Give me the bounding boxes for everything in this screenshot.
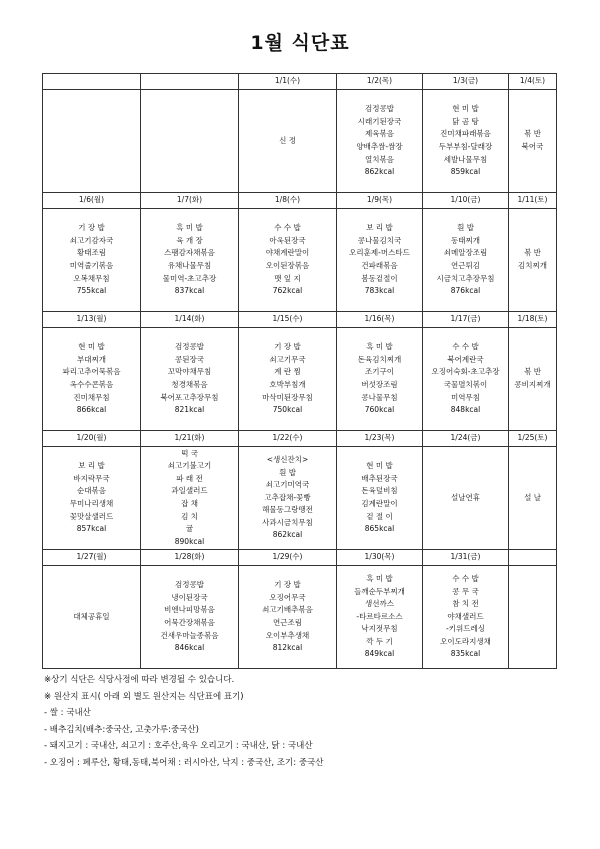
menu-item: 양배추쌈-쌈장 (356, 142, 403, 151)
date-cell: 1/21(화) (141, 431, 239, 447)
menu-item: 보 리 밥 (366, 223, 393, 233)
menu-item: 열치볶음 (365, 154, 394, 164)
menu-item: <생신잔치> (266, 454, 309, 464)
menu-item: 동태찌개 (451, 235, 480, 245)
menu-item: 꼬막야채무침 (167, 367, 212, 377)
menu-item: 세발나물무침 (443, 154, 488, 164)
menu-item: 쇠메알장조림 (443, 248, 488, 258)
date-cell: 1/14(화) (141, 312, 239, 328)
meal-cell (141, 328, 239, 431)
date-cell: 1/20(월) (43, 431, 141, 447)
notes-line: ※ 원산지 표시( 아래 외 별도 원산지는 식단표에 표기) (44, 691, 244, 702)
menu-item: 바지락무국 (73, 473, 110, 483)
menu-item: 버섯장조림 (361, 380, 398, 389)
menu-item: 꽃맛살샐러드 (69, 511, 114, 521)
menu-item: 미역무침 (451, 392, 480, 402)
menu-item: 야채샐러드 (447, 611, 484, 621)
menu-item: 865kcal (364, 524, 395, 534)
meal-cell (337, 209, 423, 312)
menu-item: 흑 미 밥 (366, 342, 393, 352)
date-cell: 1/3(금) (423, 74, 509, 90)
meal-cell (43, 90, 141, 193)
date-cell (509, 550, 557, 566)
meal-cell (509, 328, 557, 431)
menu-item: 북어포고추장무침 (160, 392, 219, 402)
menu-item: 호박부침개 (269, 380, 306, 389)
menu-item: 시금치고추장무침 (436, 273, 495, 283)
menu-item: 750kcal (272, 405, 303, 415)
meal-cell (239, 447, 337, 550)
meal-cell (141, 447, 239, 550)
menu-item: 835kcal (450, 649, 481, 659)
menu-item: 흰 밥 (457, 223, 474, 233)
menu-item: -키위드레싱 (446, 624, 485, 634)
menu-item: 순대볶음 (77, 486, 106, 496)
date-row (43, 193, 557, 209)
menu-item: 신 정 (279, 135, 296, 145)
menu-item: 오징어숙회-초고추장 (431, 367, 500, 377)
menu-item: 진미채파래볶음 (440, 129, 491, 139)
meal-cell (423, 447, 509, 550)
menu-item: 볶 반 (524, 248, 541, 258)
meal-cell (43, 566, 141, 669)
menu-item: 아욱된장국 (269, 235, 306, 245)
page-title: 1월 식단표 (250, 32, 350, 54)
menu-item: 기 장 밥 (274, 342, 301, 352)
meal-row (43, 209, 557, 312)
meal-cell (43, 209, 141, 312)
date-row (43, 312, 557, 328)
meal-cell (337, 447, 423, 550)
menu-item: 계 란 찜 (274, 367, 301, 377)
menu-item: 봄동겉절이 (361, 273, 398, 283)
meal-cell (239, 566, 337, 669)
date-cell: 1/22(수) (239, 431, 337, 447)
menu-item: 들깨순두부찌개 (354, 586, 405, 596)
menu-item: 쇠고기배추볶음 (262, 605, 313, 615)
menu-item: 김계란말이 (361, 499, 398, 508)
date-cell (43, 74, 141, 90)
menu-item: 참 치 전 (452, 599, 479, 609)
menu-item: 무미나리생채 (69, 499, 114, 508)
menu-item: 837kcal (174, 286, 205, 296)
menu-item: 귤 (185, 524, 194, 534)
menu-item: 북어국 (521, 142, 544, 151)
meal-cell (43, 447, 141, 550)
date-cell: 1/17(금) (423, 312, 509, 328)
menu-item: 낙지젓무침 (361, 624, 398, 634)
menu-item: 755kcal (76, 286, 107, 296)
date-cell: 1/16(목) (337, 312, 423, 328)
notes-line: - 쌀 : 국내산 (44, 708, 91, 719)
date-cell: 1/9(목) (337, 193, 423, 209)
date-row (43, 74, 557, 90)
date-cell: 1/10(금) (423, 193, 509, 209)
menu-item: 검정콩밥 (175, 580, 204, 590)
meal-cell (337, 90, 423, 193)
notes-line: ※상기 식단은 식당사정에 따라 변경될 수 있습니다. (44, 675, 235, 685)
menu-item: 연근튀김 (451, 261, 480, 270)
menu-item: 762kcal (272, 286, 303, 296)
menu-item: 국물멸치볶이 (443, 380, 488, 389)
date-cell: 1/24(금) (423, 431, 509, 447)
menu-item: 오이부추생채 (265, 630, 310, 640)
menu-item: 859kcal (450, 167, 481, 177)
date-cell: 1/8(수) (239, 193, 337, 209)
menu-item: 떡 국 (181, 448, 198, 458)
menu-item: 현 미 밥 (366, 461, 393, 471)
menu-item: 돈육덮비침 (361, 486, 398, 496)
meal-cell (423, 566, 509, 669)
menu-item: 돈육김치찌개 (357, 354, 402, 364)
menu-item: 어묵간장채볶음 (164, 618, 215, 627)
date-cell: 1/7(화) (141, 193, 239, 209)
menu-item: 오복채무침 (73, 273, 110, 283)
menu-item: 조기구이 (365, 367, 394, 377)
menu-item: 흑 미 밥 (176, 223, 203, 233)
menu-item: 건파래볶음 (361, 261, 398, 270)
meal-cell (239, 90, 337, 193)
menu-item: 마삭미된장무침 (262, 392, 313, 402)
menu-item: 866kcal (76, 405, 107, 415)
date-cell: 1/30(목) (337, 550, 423, 566)
meal-row (43, 328, 557, 431)
menu-item: 812kcal (272, 643, 303, 653)
date-cell: 1/15(수) (239, 312, 337, 328)
menu-item: 857kcal (76, 524, 107, 534)
menu-item: 냉이된장국 (171, 592, 208, 602)
notes-line: - 돼지고기 : 국내산, 쇠고기 : 호주산,육우 오리고기 : 국내산, 닭 : 국내산 (44, 741, 313, 752)
menu-item: 862kcal (272, 530, 303, 540)
menu-item: 볶 반 (524, 367, 541, 377)
menu-item: 볶 반 (524, 129, 541, 139)
date-cell: 1/27(월) (43, 550, 141, 566)
menu-item: 설 날 (524, 492, 541, 502)
date-cell: 1/11(토) (509, 193, 557, 209)
menu-item: 사과시금치무침 (262, 517, 313, 527)
meal-cell (337, 566, 423, 669)
menu-item: 해물동그랑땡전 (262, 505, 313, 515)
meal-cell (423, 90, 509, 193)
menu-item: 기 장 밥 (274, 580, 301, 590)
menu-item: 오이도라지생채 (440, 636, 491, 646)
menu-item: 김 치 (181, 511, 198, 521)
notes-line: - 배추김치(배추:중국산, 고춧가루:중국산) (44, 724, 199, 735)
meal-cell (337, 328, 423, 431)
menu-item: 783kcal (364, 286, 395, 296)
menu-item: 황태조림 (77, 248, 106, 258)
menu-item: -타르타르소스 (356, 611, 403, 621)
menu-item: 옥수수콘볶음 (69, 380, 114, 389)
menu-item: 설날연휴 (451, 492, 480, 502)
menu-item: 깍 두 기 (366, 636, 393, 646)
menu-item: 오징어무국 (269, 592, 306, 602)
meal-cell (509, 566, 557, 669)
menu-item: 콩나물무침 (361, 392, 398, 402)
date-cell: 1/23(목) (337, 431, 423, 447)
menu-item: 스팸감자채볶음 (164, 248, 215, 258)
menu-item: 849kcal (364, 649, 395, 659)
date-cell: 1/4(토) (509, 74, 557, 90)
menu-item: 기 장 밥 (78, 223, 105, 233)
menu-item: 876kcal (450, 286, 481, 296)
menu-item: 청경채볶음 (171, 380, 208, 389)
menu-item: 파리고추어묵볶음 (62, 367, 121, 377)
menu-item: 진미채무침 (73, 392, 110, 402)
menu-item: 콩비지찌개 (514, 380, 551, 389)
menu-item: 닭 곰 탕 (452, 116, 479, 126)
menu-item: 쇠고기미역국 (265, 480, 310, 490)
menu-item: 잡 채 (181, 499, 198, 508)
date-cell: 1/18(토) (509, 312, 557, 328)
menu-item: 846kcal (174, 643, 205, 653)
date-cell: 1/13(월) (43, 312, 141, 328)
meal-cell (141, 209, 239, 312)
menu-item: 콩 무 국 (452, 586, 479, 596)
meal-cell (423, 209, 509, 312)
menu-item: 수 수 밥 (452, 342, 479, 352)
meal-cell (141, 90, 239, 193)
date-cell: 1/29(수) (239, 550, 337, 566)
meal-cell (423, 328, 509, 431)
date-cell: 1/1(수) (239, 74, 337, 90)
menu-item: 시래기된장국 (357, 116, 402, 126)
menu-item: 쇠고기감자국 (69, 235, 114, 245)
date-row (43, 550, 557, 566)
menu-item: 수 수 밥 (452, 573, 479, 583)
menu-item: 부대찌개 (77, 354, 106, 364)
menu-item: 흰 밥 (279, 467, 296, 477)
menu-item: 오이된장볶음 (265, 261, 310, 270)
menu-item: 북어계란국 (447, 354, 484, 364)
menu-item: 건새우마늘종볶음 (160, 630, 219, 640)
menu-item: 콩나물김치국 (357, 235, 402, 245)
meal-row (43, 90, 557, 193)
menu-item: 김치찌개 (518, 261, 547, 270)
menu-item: 배추된장국 (361, 473, 398, 483)
menu-item: 수 수 밥 (274, 223, 301, 233)
menu-item: 두부부침-달래장 (438, 142, 493, 151)
date-cell: 1/6(월) (43, 193, 141, 209)
menu-item: 과일샐러드 (171, 486, 208, 496)
menu-item: 현 미 밥 (452, 104, 479, 114)
menu-item: 비엔나피망볶음 (164, 605, 215, 615)
menu-item: 육 개 장 (176, 235, 203, 245)
menu-item: 유채나물무침 (167, 261, 212, 270)
menu-item: 물미역-초고추장 (162, 273, 217, 283)
date-row (43, 431, 557, 447)
menu-item: 맷 잎 지 (274, 273, 301, 283)
menu-item: 848kcal (450, 405, 481, 415)
meal-row (43, 447, 557, 550)
menu-item: 흑 미 밥 (366, 573, 393, 583)
date-cell: 1/25(토) (509, 431, 557, 447)
meal-cell (509, 90, 557, 193)
menu-item: 검정콩밥 (175, 342, 204, 352)
menu-item: 대체공휴일 (73, 611, 110, 621)
menu-item: 821kcal (174, 405, 205, 415)
meal-row (43, 566, 557, 669)
menu-item: 야채계란말이 (265, 248, 310, 258)
menu-item: 검정콩밥 (365, 104, 394, 114)
meal-cell (141, 566, 239, 669)
meal-cell (239, 209, 337, 312)
date-cell: 1/2(목) (337, 74, 423, 90)
menu-item: 862kcal (364, 167, 395, 177)
menu-item: 생선까스 (365, 599, 394, 609)
menu-item: 고추잡채-꽃빵 (264, 492, 311, 502)
date-cell: 1/28(화) (141, 550, 239, 566)
menu-item: 현 미 밥 (78, 342, 105, 352)
menu-item: 쇠고기불고기 (167, 461, 212, 471)
menu-item: 760kcal (364, 405, 395, 415)
menu-item: 쇠고기무국 (269, 354, 306, 364)
menu-item: 보 리 밥 (78, 461, 105, 471)
meal-cell (239, 328, 337, 431)
menu-item: 미역줄기볶음 (69, 261, 114, 270)
notes-line: - 오징어 : 페루산, 황태,동태,북어채 : 러시아산, 낙지 : 중국산, 조기: 중국산 (44, 757, 324, 768)
meal-cell (509, 209, 557, 312)
notes-section (44, 672, 564, 772)
date-cell: 1/31(금) (423, 550, 509, 566)
menu-item: 파 래 전 (176, 473, 203, 483)
meal-cell (43, 328, 141, 431)
meal-cell (509, 447, 557, 550)
menu-item: 겉 절 이 (366, 511, 393, 521)
menu-item: 연근조림 (273, 618, 302, 627)
menu-item: 콩된장국 (175, 354, 204, 364)
menu-item: 890kcal (174, 536, 205, 546)
menu-item: 제육볶음 (365, 129, 394, 139)
date-cell (141, 74, 239, 90)
menu-item: 오리훈제-머스타드 (349, 248, 410, 258)
menu-table (42, 73, 557, 669)
